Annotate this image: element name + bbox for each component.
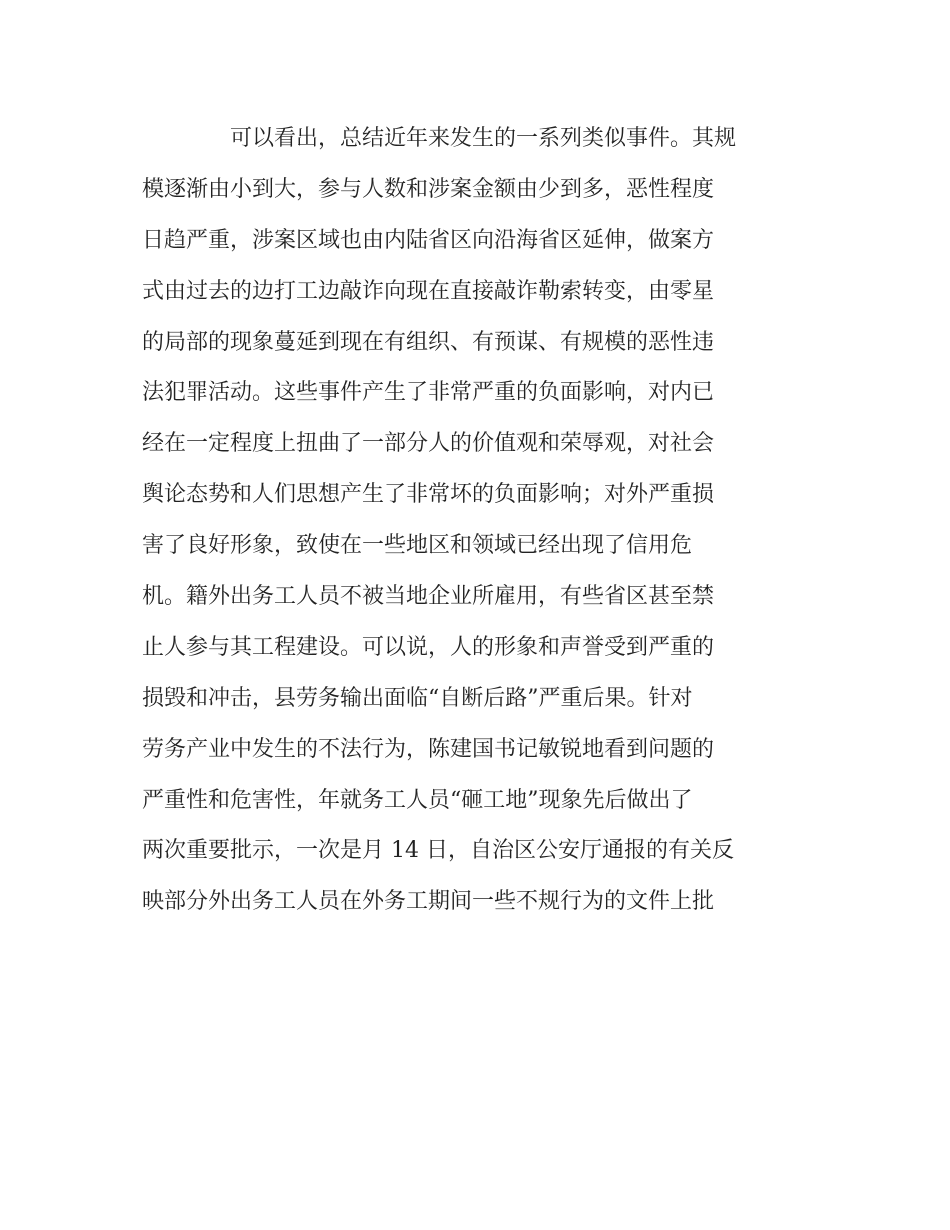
paragraph-line-8: 舆论态势和人们思想产生了非常坏的负面影响；对外严重损 (142, 482, 715, 508)
paragraph-line-13: 劳务产业中发生的不法行为，陈建国书记敏锐地看到问题的 (142, 736, 715, 762)
paragraph-line-4: 式由过去的边打工边敲诈向现在直接敲诈勒索转变，由零星 (142, 278, 715, 304)
paragraph-line-10: 机。籍外出务工人员不被当地企业所雇用，有些省区甚至禁 (142, 584, 715, 610)
paragraph-line-15: 两次重要批示，一次是月 14 日，自治区公安厅通报的有关反 (142, 838, 734, 864)
paragraph-line-7: 经在一定程度上扭曲了一部分人的价值观和荣辱观，对社会 (142, 431, 715, 457)
paragraph-line-12: 损毁和冲击，县劳务输出面临“自断后路”严重后果。针对 (142, 685, 693, 711)
paragraph-line-11: 止人参与其工程建设。可以说，人的形象和声誉受到严重的 (142, 634, 715, 660)
paragraph-line-1: 可以看出，总结近年来发生的一系列类似事件。其规 (230, 126, 737, 151)
paragraph-line-3: 日趋严重，涉案区域也由内陆省区向沿海省区延伸，做案方 (142, 227, 715, 253)
paragraph-line-6: 法犯罪活动。这些事件产生了非常严重的负面影响，对内已 (142, 380, 715, 406)
paragraph-line-5: 的局部的现象蔓延到现在有组织、有预谋、有规模的恶性违 (142, 329, 715, 355)
paragraph-line-14: 严重性和危害性，年就务工人员“砸工地”现象先后做出了 (142, 787, 693, 813)
body-paragraph (142, 114, 822, 928)
paragraph-line-16: 映部分外出务工人员在外务工期间一些不规行为的文件上批 (142, 889, 715, 915)
paragraph-line-2: 模逐渐由小到大，参与人数和涉案金额由少到多，恶性程度 (142, 176, 715, 202)
paragraph-line-9: 害了良好形象，致使在一些地区和领域已经出现了信用危 (142, 533, 693, 559)
